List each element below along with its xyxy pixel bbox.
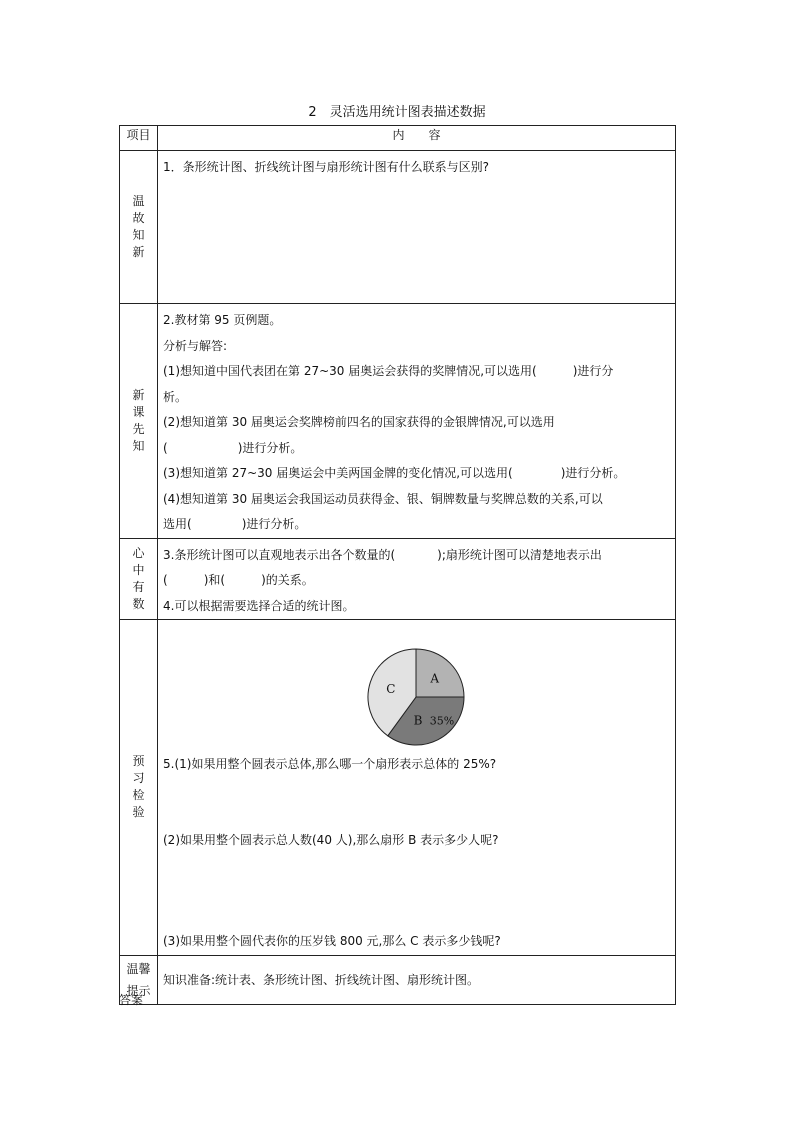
pie-chart-container — [163, 624, 669, 752]
question-text: 析。 — [163, 389, 188, 404]
tip-text: 知识准备:统计表、条形统计图、折线统计图、扇形统计图。 — [163, 972, 480, 987]
table-row — [120, 955, 676, 1004]
study-table — [119, 125, 676, 1005]
question-text: ( )进行分析。 — [163, 440, 303, 455]
table-header-row — [120, 126, 676, 151]
question-text: 5.(1)如果用整个圆表示总体,那么哪一个扇形表示总体的 25%? — [163, 757, 497, 771]
question-text: 3.条形统计图可以直观地表示出各个数量的( );扇形统计图可以清楚地表示出 — [163, 547, 602, 562]
question-text: 2.教材第 95 页例题。 — [163, 313, 282, 327]
pie-label-b: B — [413, 713, 423, 728]
row-content — [158, 620, 676, 956]
table-row — [120, 304, 676, 539]
question-text: 选用( )进行分析。 — [163, 517, 307, 531]
document-title: 2 灵活选用统计图表描述数据 — [308, 105, 486, 120]
row-label: 温 故 知 新 — [120, 151, 158, 304]
question-text: 4.可以根据需要选择合适的统计图。 — [163, 598, 355, 613]
pie-annotation-b: 35% — [429, 714, 455, 728]
table-row — [120, 151, 676, 304]
question-text: (1)想知道中国代表团在第 27~30 届奥运会获得的奖牌情况,可以选用( )进行分 — [163, 364, 614, 378]
pie-chart — [361, 642, 471, 752]
table-row — [120, 538, 676, 620]
answer-label: 答案 — [119, 993, 144, 1007]
row-content — [158, 304, 676, 539]
row-label: 预 习 检 验 — [120, 620, 158, 956]
table-row — [120, 620, 676, 956]
question-text: (3)想知道第 27~30 届奥运会中美两国金牌的变化情况,可以选用( )进行分析。 — [163, 466, 626, 480]
header-content: 内 容 — [158, 126, 676, 151]
question-text: (3)如果用整个圆代表你的压岁钱 800 元,那么 C 表示多少钱呢? — [163, 934, 501, 948]
row-label: 心 中 有 数 — [120, 538, 158, 620]
row-content — [158, 538, 676, 620]
row-label: 新 课 先 知 — [120, 304, 158, 539]
question-text: ( )和( )的关系。 — [163, 573, 314, 587]
row-content — [158, 151, 676, 304]
row-label: 温馨 提示 — [120, 955, 158, 1004]
header-item: 项目 — [120, 126, 158, 151]
question-text: 分析与解答: — [163, 338, 228, 353]
question-text: 1．条形统计图、折线统计图与扇形统计图有什么联系与区别? — [163, 160, 490, 174]
question-text: (2)如果用整个圆表示总人数(40 人),那么扇形 B 表示多少人呢? — [163, 832, 499, 847]
row-content — [158, 955, 676, 1004]
pie-label-c: C — [386, 681, 396, 696]
pie-label-a: A — [430, 671, 440, 686]
pie-slice-a — [416, 649, 464, 697]
question-text: (2)想知道第 30 届奥运会奖牌榜前四名的国家获得的金银牌情况,可以选用 — [163, 415, 555, 429]
question-text: (4)想知道第 30 届奥运会我国运动员获得金、银、铜牌数量与奖牌总数的关系,可以 — [163, 491, 603, 506]
